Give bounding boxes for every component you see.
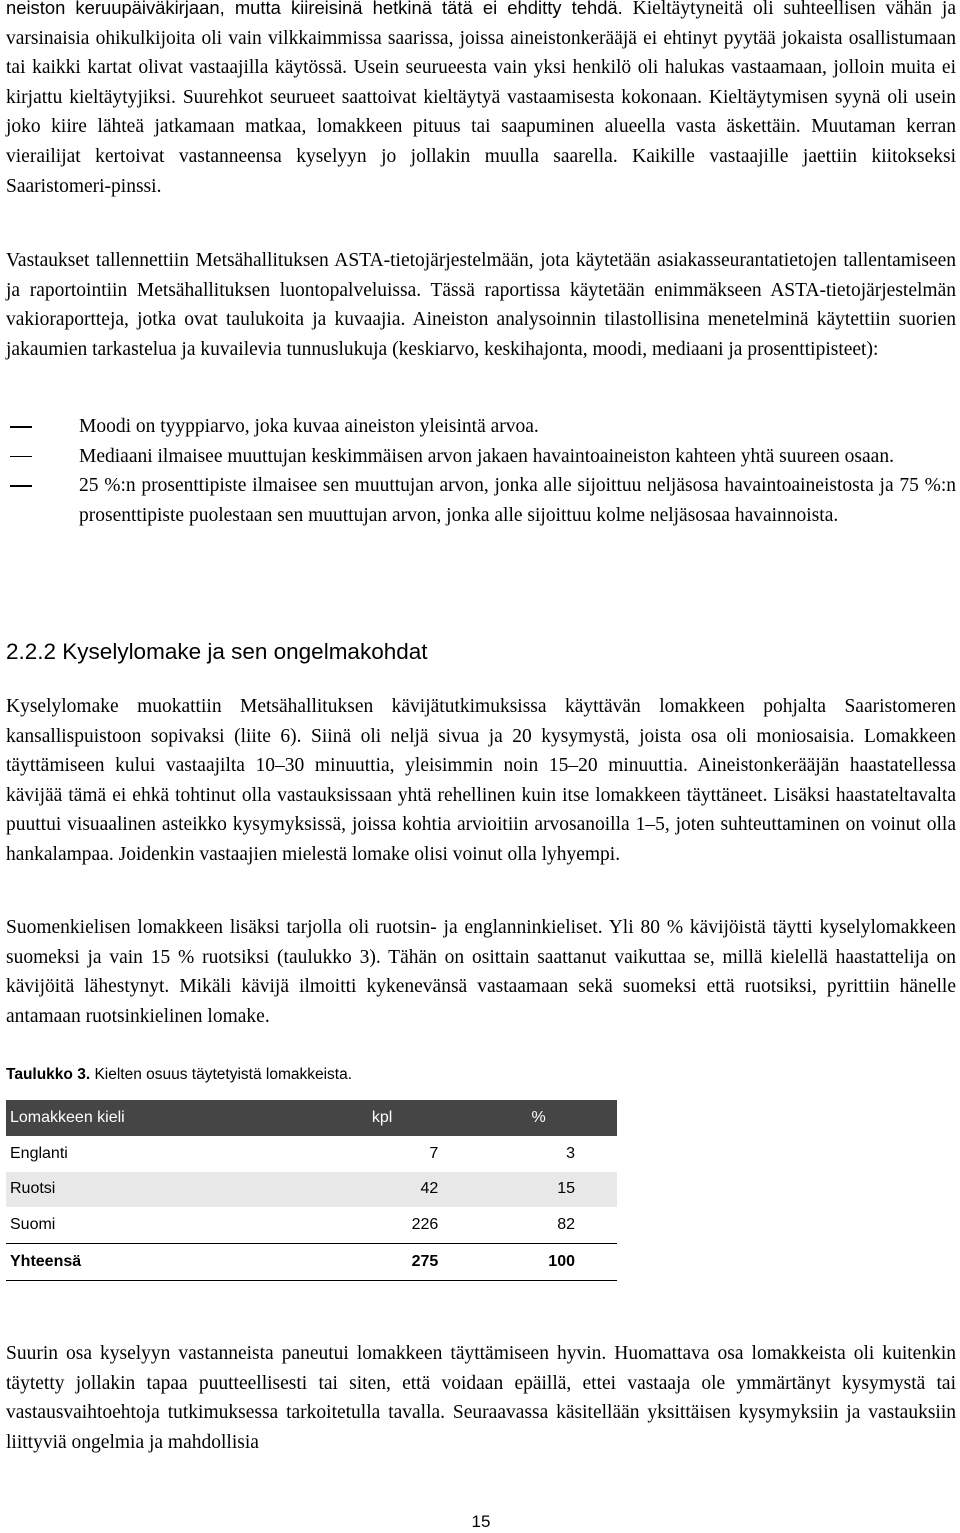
table-row <box>6 1207 617 1243</box>
table-cell-count: 226 <box>411 1215 439 1233</box>
bullet-item-mode <box>6 412 956 442</box>
bullet-text: Moodi on tyyppiarvo, joka kuvaa aineiston yleisintä arvoa. <box>79 416 539 437</box>
table-cell-total-count: 275 <box>304 1243 460 1280</box>
dash-bullet-icon <box>10 426 32 428</box>
intro-paragraph <box>6 0 956 201</box>
intro-lead-text: neiston keruupäiväkirjaan, mutta kiireisinä hetkinä tätä ei ehditty tehdä. <box>6 0 623 18</box>
table-total-row <box>6 1243 617 1280</box>
language-paragraph: Suomenkielisen lomakkeen lisäksi tarjolla oli ruotsin- ja englanninkieliset. Yli 80 % kävijöistä täytti kyselylomakkeen suomeksi ja vain 15 % ruotsiksi (taulukko 3). Tähän on osittain saattanut vaikuttaa se, millä kielellä haastattelija on kävijöitä lähestynyt. Mikäli kävijä ilmoitti kykenevänsä vastaamaan sekä suomeksi että ruotsiksi, pyrittiin hänelle antamaan ruotsinkielinen lomake. <box>6 917 956 1027</box>
table-row <box>6 1136 617 1172</box>
dash-bullet-icon <box>10 456 32 458</box>
table-cell-percent: 82 <box>557 1215 575 1233</box>
column-header-language: Lomakkeen kieli <box>6 1100 304 1136</box>
table-cell-count: 42 <box>304 1172 460 1208</box>
statistics-bullet-list <box>6 412 956 530</box>
dash-bullet-icon <box>10 485 32 487</box>
table-caption-text: Kielten osuus täytetyistä lomakkeista. <box>94 1066 353 1083</box>
bullet-text: Mediaani ilmaisee muuttujan keskimmäisen arvon jakaen havaintoaineiston kahteen yhtä suureen osaan. <box>79 445 894 467</box>
table-caption-label: Taulukko 3. <box>6 1066 91 1083</box>
table-cell-percent: 15 <box>460 1172 617 1208</box>
table-cell-count: 7 <box>429 1144 439 1162</box>
column-header-count: kpl <box>304 1100 460 1136</box>
table-cell-total-percent: 100 <box>460 1243 617 1280</box>
table-caption <box>6 1066 352 1084</box>
table-cell-language: Ruotsi <box>6 1172 304 1208</box>
section-heading: 2.2.2 Kyselylomake ja sen ongelmakohdat <box>6 639 428 664</box>
table-cell-percent: 3 <box>566 1144 575 1162</box>
asta-paragraph: Vastaukset tallennettiin Metsähallituksen ASTA-tietojärjestelmään, jota käytetään asiakasseurantatietojen tallentamiseen ja raportointiin Metsähallituksen luontopalveluissa. Tässä raportissa käytetään enimmäkseen ASTA-tietojärjestelmän vakioraportteja, jotka ovat taulukoita ja kuvaajia. Aineiston analysoinnin tilastollisina menetelminä käytettiin suorien jakaumien tarkastelua ja kuvailevia tunnuslukuja (keskiarvo, keskihajonta, moodi, mediaani ja prosenttipisteet): <box>6 250 956 360</box>
bullet-item-median <box>6 442 956 472</box>
bullet-text: 25 %:n prosenttipiste ilmaisee sen muuttujan arvon, jonka alle sijoittuu neljäsosa havaintoaineistosta ja 75 %:n prosenttipiste puolestaan sen muuttujan arvon, jonka alle sijoittuu kolme neljäsosaa havainnoista. <box>79 475 956 526</box>
final-paragraph: Suurin osa kyselyyn vastanneista paneutui lomakkeen täyttämiseen hyvin. Huomattava osa lomakkeista oli kuitenkin täytetty jollakin tapaa puutteellisesti tai siten, että voidaan epäillä, ettei vastaaja ole ymmärtänyt kysymystä tai vastausvaihtoehtoja tutkimuksessa tarkoitetulla tavalla. Seuraavassa käsitellään yksittäisen kysymyksiin ja vastauksiin liittyviä ongelmia ja mahdollisia <box>6 1343 956 1453</box>
page-number: 15 <box>471 1512 491 1531</box>
table-cell-language: Suomi <box>10 1215 56 1233</box>
table-row <box>6 1172 617 1208</box>
table-cell-language: Englanti <box>10 1144 68 1162</box>
language-table <box>6 1100 617 1281</box>
form-paragraph: Kyselylomake muokattiin Metsähallituksen kävijätutkimuksissa käyttävän lomakkeen pohjalta Saaristomeren kansallispuistoon sopivaksi (liite 6). Siinä oli neljä sivua ja 20 kysymystä, joista osa oli moniosaisia. Lomakkeen täyttämiseen kului vastaajilta 10–30 minuuttia, yleisimmin noin 15–20 minuuttia. Aineistonkerääjän haastatellessa kävijää tämä ei ehkä tohtinut olla vastauksissaan yhtä rehellinen kuin itse lomakkeen täyttäneet. Lisäksi haastateltavalta puuttui visuaalinen asteikko kysymyksissä, joissa kohtia arvioitiin arvosanoilla 1–5, joten suhteuttaminen on voinut olla hankalampaa. Joidenkin vastaajien mielestä lomake olisi voinut olla lyhyempi. <box>6 696 956 865</box>
table-cell-total-label: Yhteensä <box>6 1243 304 1280</box>
table-header-row <box>6 1100 617 1136</box>
intro-rest-text: Kieltäytyneitä oli suhteellisen vähän ja varsinaisia ohikulkijoita oli vain vilkkaimmissa saarissa, joissa aineistonkerääjä ei ehtinyt pyytää jokaista osallistumaan tai kaikki kartat olivat vastaajilla käytössä. Usein seurueesta vain yksi henkilö oli halukas vastaamaan, jolloin muita ei kirjattu kieltäytyjiksi. Suurehkot seurueet saattoivat kieltäytyä vastaamisesta kokonaan. Kieltäytymisen syynä oli usein joko kiire lähteä jatkamaan matkaa, lomakkeen pituus tai saapuminen alueella vasta äskettäin. Muutaman kerran vierailijat kertoivat vastanneensa kyselyyn jo jollakin muulla saarella. Kaikille vastaajille jaettiin kiitokseksi Saaristomeri-pinssi. <box>6 0 957 197</box>
column-header-percent: % <box>460 1100 617 1136</box>
bullet-item-percentile <box>6 471 956 530</box>
